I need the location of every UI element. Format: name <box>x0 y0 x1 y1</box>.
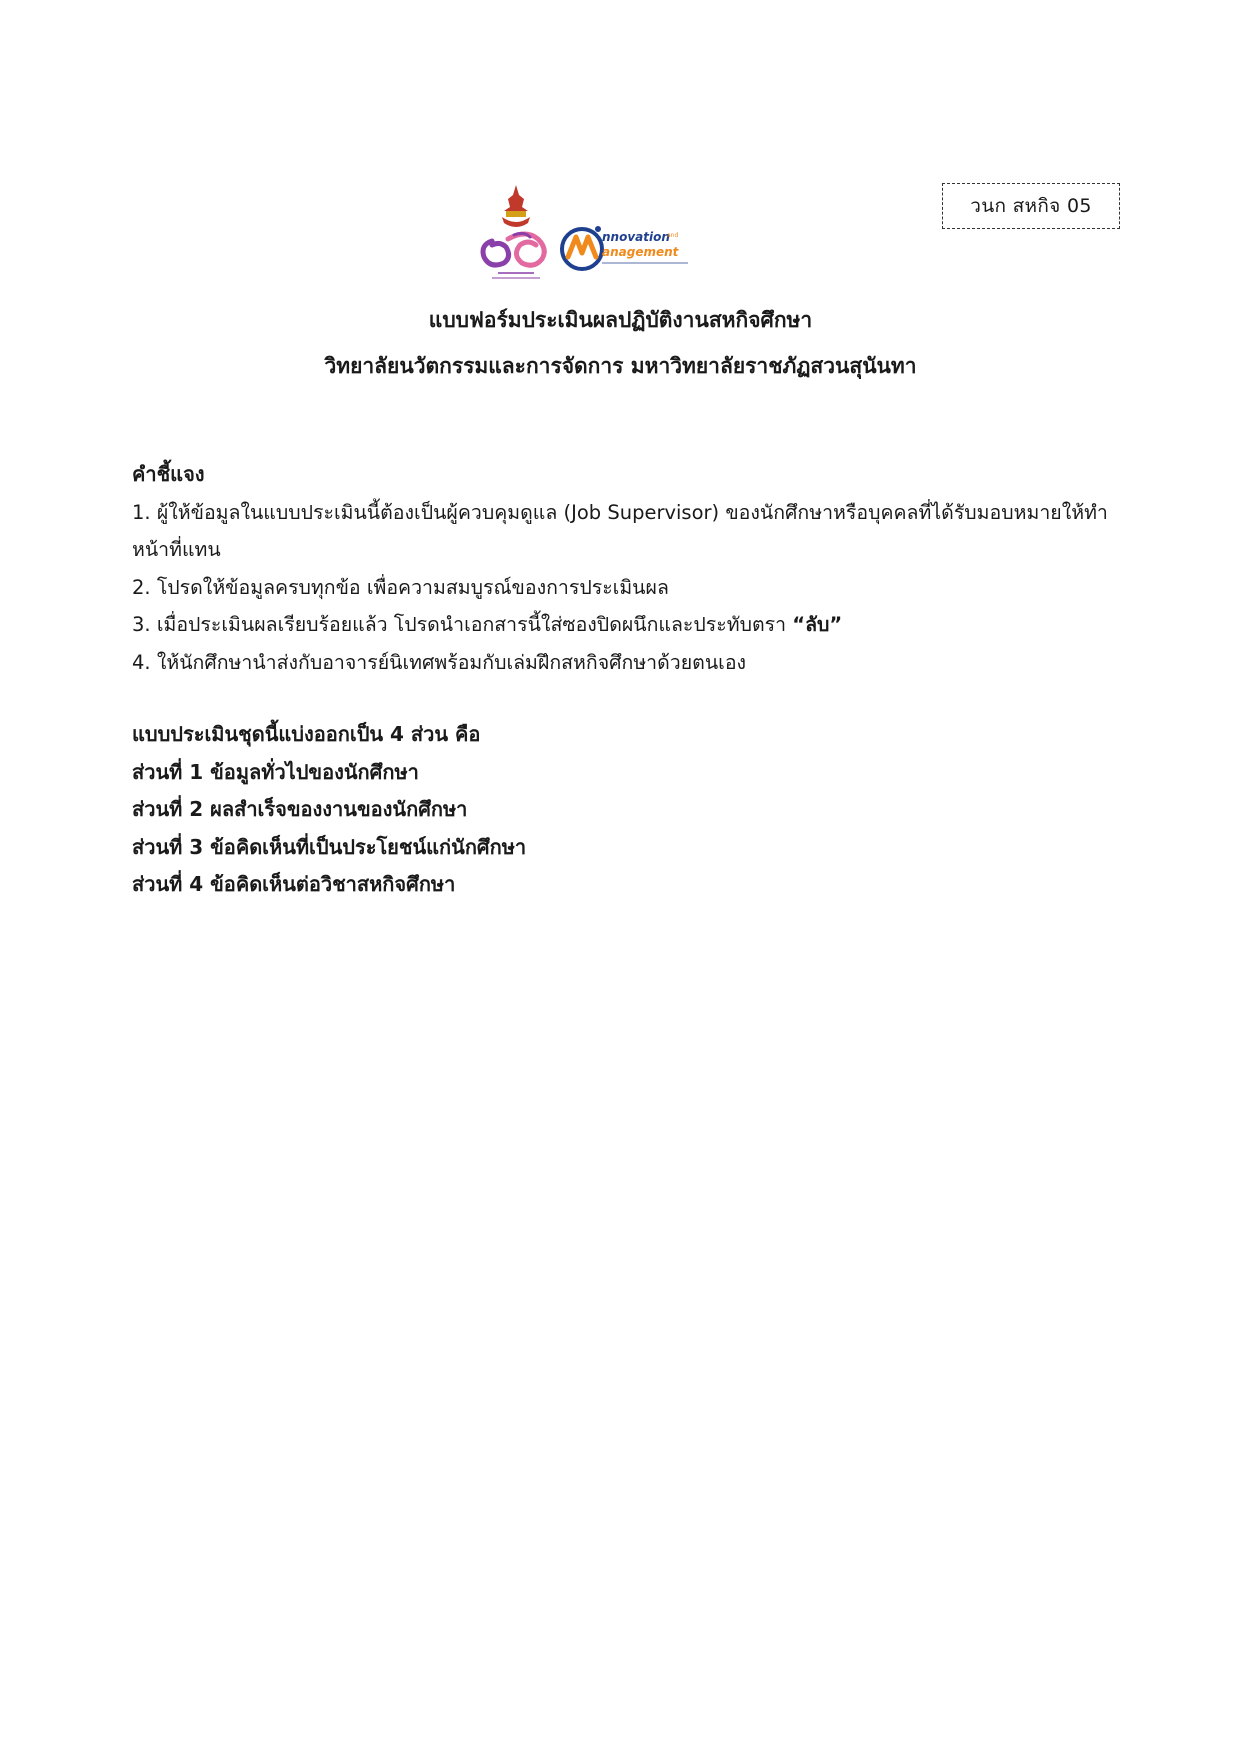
anniversary-60-logo-icon <box>478 183 554 281</box>
instruction-number: 2. <box>132 575 151 599</box>
parts-intro: แบบประเมินชุดนี้แบ่งออกเป็น 4 ส่วน คือ <box>132 722 481 746</box>
part-item-2: ส่วนที่ 2 ผลสำเร็จของงานของนักศึกษา <box>132 797 468 821</box>
instruction-number: 3. <box>132 613 151 636</box>
part-item-1: ส่วนที่ 1 ข้อมูลทั่วไปของนักศึกษา <box>132 759 419 784</box>
instruction-number: 1. <box>132 500 151 524</box>
instruction-item-1 <box>132 494 1122 569</box>
document-subtitle: วิทยาลัยนวัตกรรมและการจัดการ มหาวิทยาลัยราชภัฏสวนสุนันทา <box>324 354 917 378</box>
instruction-item-4 <box>132 644 1122 682</box>
svg-text:anagement: anagement <box>602 245 679 259</box>
parts-section <box>132 716 1122 904</box>
instruction-text: โปรดให้ข้อมูลครบทุกข้อ เพื่อความสมบูรณ์ของการประเมินผล <box>156 575 669 599</box>
header-logos <box>478 183 698 283</box>
instruction-text: ผู้ให้ข้อมูลในแบบประเมินนี้ต้องเป็นผู้ควบคุมดูแล (Job Supervisor) ของนักศึกษาหรือบุคคลที่ได้รับมอบหมายให้ทำหน้าที่แทน <box>132 500 1108 561</box>
form-code-box: วนก สหกิจ 05 <box>942 183 1120 229</box>
part-item-4: ส่วนที่ 4 ข้อคิดเห็นต่อวิชาสหกิจศึกษา <box>132 872 456 896</box>
document-title: แบบฟอร์มประเมินผลปฏิบัติงานสหกิจศึกษา <box>428 308 813 332</box>
svg-text:and: and <box>667 232 679 239</box>
instruction-item-3 <box>132 606 1122 644</box>
innovation-management-logo-icon <box>560 223 692 273</box>
instruction-text: ให้นักศึกษานำส่งกับอาจารย์นิเทศพร้อมกับเล่มฝึกสหกิจศึกษาด้วยตนเอง <box>156 650 747 674</box>
instruction-number: 4. <box>132 650 151 674</box>
confidential-mark: “ลับ” <box>792 613 843 636</box>
instructions-section <box>132 456 1122 681</box>
part-item-3: ส่วนที่ 3 ข้อคิดเห็นที่เป็นประโยชน์แก่นักศึกษา <box>132 834 527 859</box>
instructions-heading: คำชี้แจง <box>132 462 205 486</box>
instruction-text: เมื่อประเมินผลเรียบร้อยแล้ว โปรดนำเอกสารนี้ใส่ซองปิดผนึกและประทับตรา <box>156 613 787 636</box>
instruction-item-2 <box>132 569 1122 607</box>
svg-text:nnovation: nnovation <box>602 230 670 244</box>
